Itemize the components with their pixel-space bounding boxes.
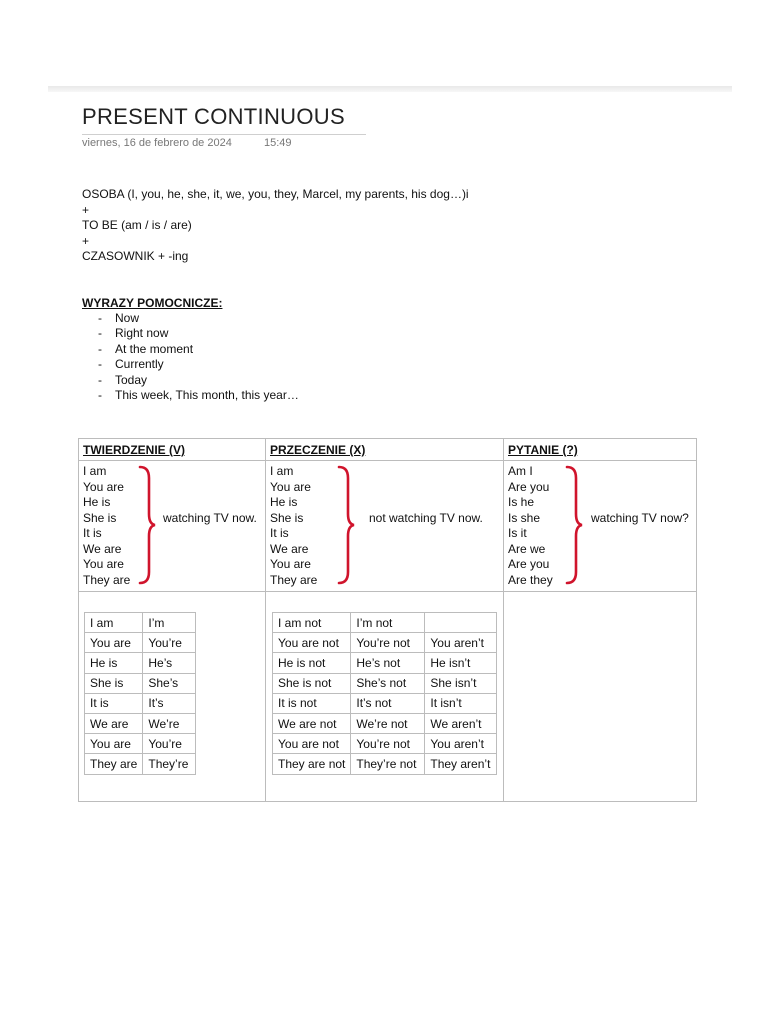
list-item — [82, 326, 299, 341]
table-cell: You aren’t — [425, 633, 497, 653]
table-cell: She’s not — [351, 673, 425, 693]
table-cell: We aren’t — [425, 713, 497, 733]
table-cell: I’m — [143, 613, 196, 633]
table-cell: They’re — [143, 754, 196, 774]
table-cell: He’s not — [351, 653, 425, 673]
pronoun-item: Am I — [508, 464, 533, 478]
table-row — [85, 693, 196, 713]
pronoun-list-question — [508, 464, 553, 588]
table-row — [85, 754, 196, 774]
list-item-text: Now — [115, 311, 140, 325]
table-cell: It is not — [273, 693, 351, 713]
dash-bullet: - — [98, 311, 102, 325]
table-cell: We are not — [273, 713, 351, 733]
list-item-text: Today — [115, 372, 148, 387]
pronoun-item: We are — [270, 541, 309, 556]
table-cell: They’re not — [351, 754, 425, 774]
table-row — [273, 673, 497, 693]
dash-bullet: - — [98, 326, 102, 341]
table-cell: It’s not — [351, 693, 425, 713]
table-cell: They are not — [273, 754, 351, 774]
pronoun-item: Is he — [508, 495, 535, 509]
red-brace-icon — [335, 464, 357, 586]
table-cell: He’s — [143, 653, 196, 673]
table-cell: It’s — [143, 693, 196, 713]
pronoun-item: I am — [83, 464, 107, 478]
table-column-divider — [265, 439, 266, 801]
table-cell: You are not — [273, 633, 351, 653]
table-cell: You’re not — [351, 633, 425, 653]
pronoun-list-affirmative — [83, 464, 130, 588]
phrase-question: watching TV now? — [591, 511, 689, 525]
pronoun-item: He is — [270, 495, 298, 509]
table-row-divider — [79, 460, 696, 461]
dash-bullet: - — [98, 388, 102, 403]
pronoun-item: They are — [270, 572, 318, 587]
red-brace-icon — [563, 464, 585, 586]
table-cell: He is not — [273, 653, 351, 673]
table-cell: They aren’t — [425, 754, 497, 774]
table-row — [273, 693, 497, 713]
table-row — [85, 633, 196, 653]
pronoun-item: Is she — [508, 510, 541, 525]
table-cell: You’re — [143, 633, 196, 653]
phrase-negative: not watching TV now. — [369, 511, 483, 525]
formula-line: CZASOWNIK + -ing — [82, 249, 189, 263]
dash-bullet: - — [98, 357, 102, 372]
pronoun-item: You are — [270, 557, 311, 571]
column-header-affirmative: TWIERDZENIE (V) — [83, 443, 185, 457]
pronoun-item: Are they — [508, 572, 553, 587]
page-title: PRESENT CONTINUOUS — [82, 104, 345, 129]
table-cell: You are — [85, 633, 143, 653]
table-cell — [425, 613, 497, 633]
pronoun-item: You are — [270, 479, 311, 494]
pronoun-item: You are — [83, 479, 124, 494]
table-cell: I am — [85, 613, 143, 633]
table-row — [273, 754, 497, 774]
pronoun-item: You are — [83, 557, 124, 571]
grammar-table — [78, 438, 697, 802]
table-row — [85, 673, 196, 693]
pronoun-item: It is — [270, 526, 289, 540]
table-column-divider — [503, 439, 504, 801]
formula-line: + — [82, 202, 90, 217]
page-date: viernes, 16 de febrero de 2024 — [82, 137, 232, 149]
table-cell: They are — [85, 754, 143, 774]
table-cell: You aren’t — [425, 734, 497, 754]
table-cell: She’s — [143, 673, 196, 693]
contractions-table-negative — [272, 612, 497, 775]
table-cell: She is not — [273, 673, 351, 693]
formula-line: + — [82, 233, 90, 248]
pronoun-item: They are — [83, 572, 131, 587]
list-item — [82, 373, 299, 388]
formula-line: TO BE (am / is / are) — [82, 218, 192, 232]
table-row — [85, 734, 196, 754]
table-cell: We’re not — [351, 713, 425, 733]
pronoun-item: Are we — [508, 541, 546, 556]
page-top-shadow — [48, 86, 732, 92]
pronoun-item: Are you — [508, 557, 550, 571]
list-item — [82, 388, 299, 403]
table-row — [273, 653, 497, 673]
phrase-affirmative: watching TV now. — [163, 511, 257, 525]
table-row — [85, 713, 196, 733]
dash-bullet: - — [98, 372, 102, 387]
table-cell: You’re not — [351, 734, 425, 754]
table-row — [85, 613, 196, 633]
pronoun-list-negative — [270, 464, 317, 588]
table-cell: You are — [85, 734, 143, 754]
table-cell: I am not — [273, 613, 351, 633]
pronoun-item: She is — [270, 510, 304, 525]
table-cell: He isn’t — [425, 653, 497, 673]
pronoun-item: We are — [83, 541, 122, 556]
dash-bullet: - — [98, 341, 102, 356]
formula-line: OSOBA (I, you, he, she, it, we, you, they, Marcel, my parents, his dog…)i — [82, 187, 469, 201]
table-cell: We are — [85, 713, 143, 733]
list-item-text: This week, This month, this year… — [115, 388, 299, 403]
table-cell: We’re — [143, 713, 196, 733]
list-item-text: Right now — [115, 326, 169, 341]
table-row — [273, 713, 497, 733]
formula-block — [82, 187, 469, 265]
title-divider — [82, 134, 366, 135]
list-item-text: At the moment — [115, 341, 194, 356]
list-item — [82, 311, 299, 326]
list-item-text: Currently — [115, 357, 164, 372]
pronoun-item: I am — [270, 464, 294, 478]
table-row — [273, 613, 497, 633]
red-brace-icon — [136, 464, 158, 586]
contractions-table-affirmative — [84, 612, 196, 775]
page-time: 15:49 — [264, 137, 292, 149]
table-row-divider — [79, 591, 696, 592]
table-row — [85, 653, 196, 673]
table-cell: You’re — [143, 734, 196, 754]
list-item — [82, 342, 299, 357]
table-cell: She is — [85, 673, 143, 693]
table-cell: It isn’t — [425, 693, 497, 713]
helper-words-section — [82, 296, 299, 403]
pronoun-item: It is — [83, 526, 102, 540]
table-cell: He is — [85, 653, 143, 673]
list-item — [82, 357, 299, 372]
column-header-question: PYTANIE (?) — [508, 443, 578, 457]
table-row — [273, 633, 497, 653]
pronoun-item: Are you — [508, 479, 550, 494]
table-cell: It is — [85, 693, 143, 713]
table-cell: She isn’t — [425, 673, 497, 693]
helper-words-title: WYRAZY POMOCNICZE: — [82, 296, 223, 310]
pronoun-item: He is — [83, 495, 111, 509]
pronoun-item: Is it — [508, 526, 527, 540]
column-header-negative: PRZECZENIE (X) — [270, 443, 366, 457]
pronoun-item: She is — [83, 510, 117, 525]
table-cell: You are not — [273, 734, 351, 754]
table-row — [273, 734, 497, 754]
table-cell: I’m not — [351, 613, 425, 633]
helper-words-list — [82, 311, 299, 403]
